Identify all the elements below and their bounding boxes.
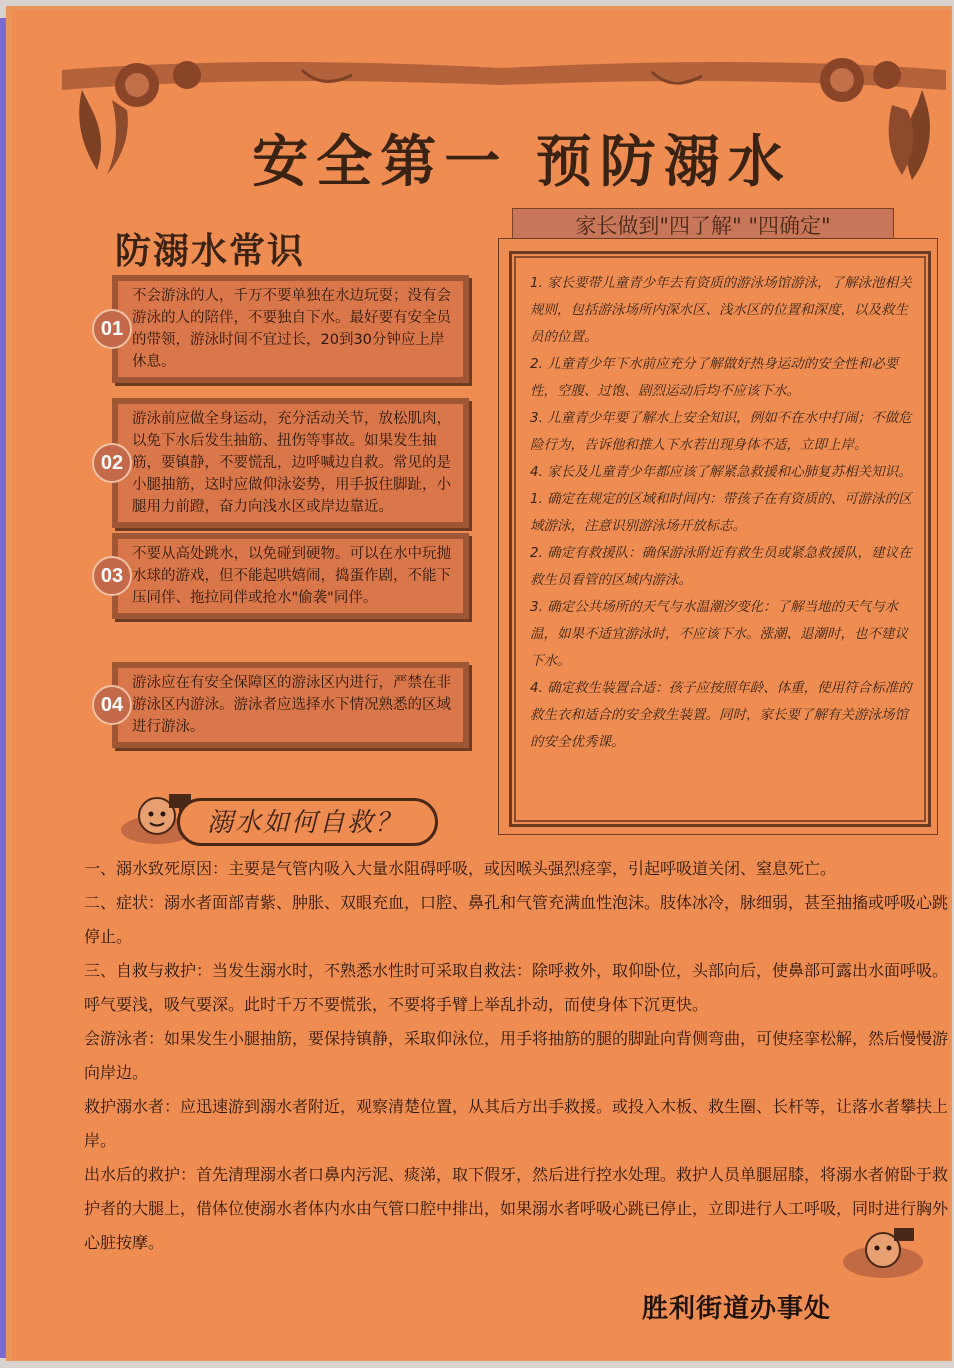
self-rescue-heading: 溺水如何自救？ [207, 808, 404, 838]
self-rescue-paragraph: 一、溺水致死原因：主要是气管内吸入大量水阻碍呼吸，或因喉头强烈痉挛，引起呼吸道关闭、窒息死亡。 [84, 859, 837, 878]
section-heading-common-sense: 防溺水常识 [115, 231, 306, 272]
parents-section-frame [509, 251, 931, 827]
parents-item: 3. 儿童青少年要了解水上安全知识，例如不在水中打闹；不做危险行为，告诉他和推人下水若出现身体不适，立即上岸。 [530, 410, 912, 453]
self-rescue-heading-badge [117, 788, 457, 848]
self-rescue-paragraph: 二、症状：溺水者面部青紫、肿胀、双眼充血，口腔、鼻孔和气管充满血性泡沫。肢体冰冷，脉细弱，甚至抽搐或呼吸心跳停止。 [84, 893, 949, 946]
tip-box-03 [100, 533, 469, 619]
parents-item: 4. 家长及儿童青少年都应该了解紧急救援和心肺复苏相关知识。 [530, 464, 912, 480]
parents-item: 4. 确定救生装置合适：孩子应按照年龄、体重，使用符合标准的救生衣和适合的安全救生装置。同时，家长要了解有关游泳场馆的安全优秀课。 [530, 680, 912, 750]
tip-box-02 [100, 398, 469, 528]
parents-item: 2. 儿童青少年下水前应充分了解做好热身运动的安全性和必要性，空腹、过饱、剧烈运动后均不应该下水。 [530, 356, 899, 399]
self-rescue-paragraph: 救护溺水者：应迅速游到溺水者附近，观察清楚位置，从其后方出手救援。或投入木板、救生圈、长杆等，让落水者攀扶上岸。 [84, 1097, 949, 1150]
parents-section-box [498, 238, 938, 835]
tip-text: 游泳前应做全身运动，充分活动关节，放松肌肉，以免下水后发生抽筋、扭伤等事故。如果发生抽筋，要镇静，不要慌乱，边呼喊边自救。常见的是小腿抽筋，这时应做仰泳姿势，用手扳住脚趾，小腿用力前蹬，奋力向浅水区或岸边靠近。 [132, 411, 451, 515]
tip-box-04 [100, 662, 469, 748]
self-rescue-paragraph: 三、自救与救护：当发生溺水时，不熟悉水性时可采取自救法：除呼救外，取仰卧位，头部向后，使鼻部可露出水面呼吸。呼气要浅，吸气要深。此时千万不要慌张，不要将手臂上举乱扑动，而使身体下沉更快。 [84, 961, 949, 1014]
parents-section-banner: 家长做到"四了解" "四确定" [512, 208, 894, 244]
parents-list [530, 270, 915, 756]
tip-text: 不要从高处跳水，以免碰到硬物。可以在水中玩抛水球的游戏，但不能起哄嬉闹，捣蛋作剧，不能下压同伴、拖拉同伴或抢水"偷袭"同伴。 [132, 546, 451, 606]
page-title: 安全第一 预防溺水 [252, 129, 792, 195]
self-rescue-body [84, 852, 949, 1260]
parents-item: 1. 家长要带儿童青少年去有资质的游泳场馆游泳，了解泳池相关规则，包括游泳场所内深水区、浅水区的位置和深度，以及救生员的位置。 [530, 275, 912, 345]
tip-number-badge: 04 [92, 685, 132, 725]
tip-number-badge: 02 [92, 443, 132, 483]
parents-item: 3. 确定公共场所的天气与水温潮汐变化：了解当地的天气与水温，如果不适宜游泳时，不应该下水。涨潮、退潮时，也不建议下水。 [530, 599, 908, 669]
self-rescue-paragraph: 会游泳者：如果发生小腿抽筋，要保持镇静，采取仰泳位，用手将抽筋的腿的脚趾向背侧弯曲，可使痉挛松解，然后慢慢游向岸边。 [84, 1029, 949, 1082]
tip-text: 不会游泳的人，千万不要单独在水边玩耍；没有会游泳的人的陪伴，不要独自下水。最好要有安全员的带领，游泳时间不宜过长，20到30分钟应上岸休息。 [132, 288, 451, 370]
self-rescue-paragraph: 出水后的救护：首先清理溺水者口鼻内污泥、痰涕，取下假牙，然后进行控水处理。救护人员单腿屈膝，将溺水者俯卧于救护者的大腿上，借体位使溺水者体内水由气管口腔中排出，如果溺水者呼吸心跳已停止，立即进行人工呼吸，同时进行胸外心脏按摩。 [84, 1165, 949, 1252]
tip-number-badge: 03 [92, 556, 132, 596]
poster [12, 10, 950, 1360]
parents-item: 2. 确定有救援队：确保游泳附近有救生员或紧急救援队，建议在救生员看管的区域内游泳。 [530, 545, 912, 588]
issuer-office: 胜利街道办事处 [642, 1294, 832, 1324]
tip-number-badge: 01 [92, 309, 132, 349]
parents-item: 1. 确定在规定的区域和时间内：带孩子在有资质的、可游泳的区域游泳，注意识别游泳场开放标志。 [530, 491, 912, 534]
cartoon-face-icon [838, 1220, 928, 1280]
tip-box-01 [100, 275, 469, 383]
tip-text: 游泳应在有安全保障区的游泳区内进行，严禁在非游泳区内游泳。游泳者应选择水下情况熟悉的区域进行游泳。 [132, 675, 451, 735]
